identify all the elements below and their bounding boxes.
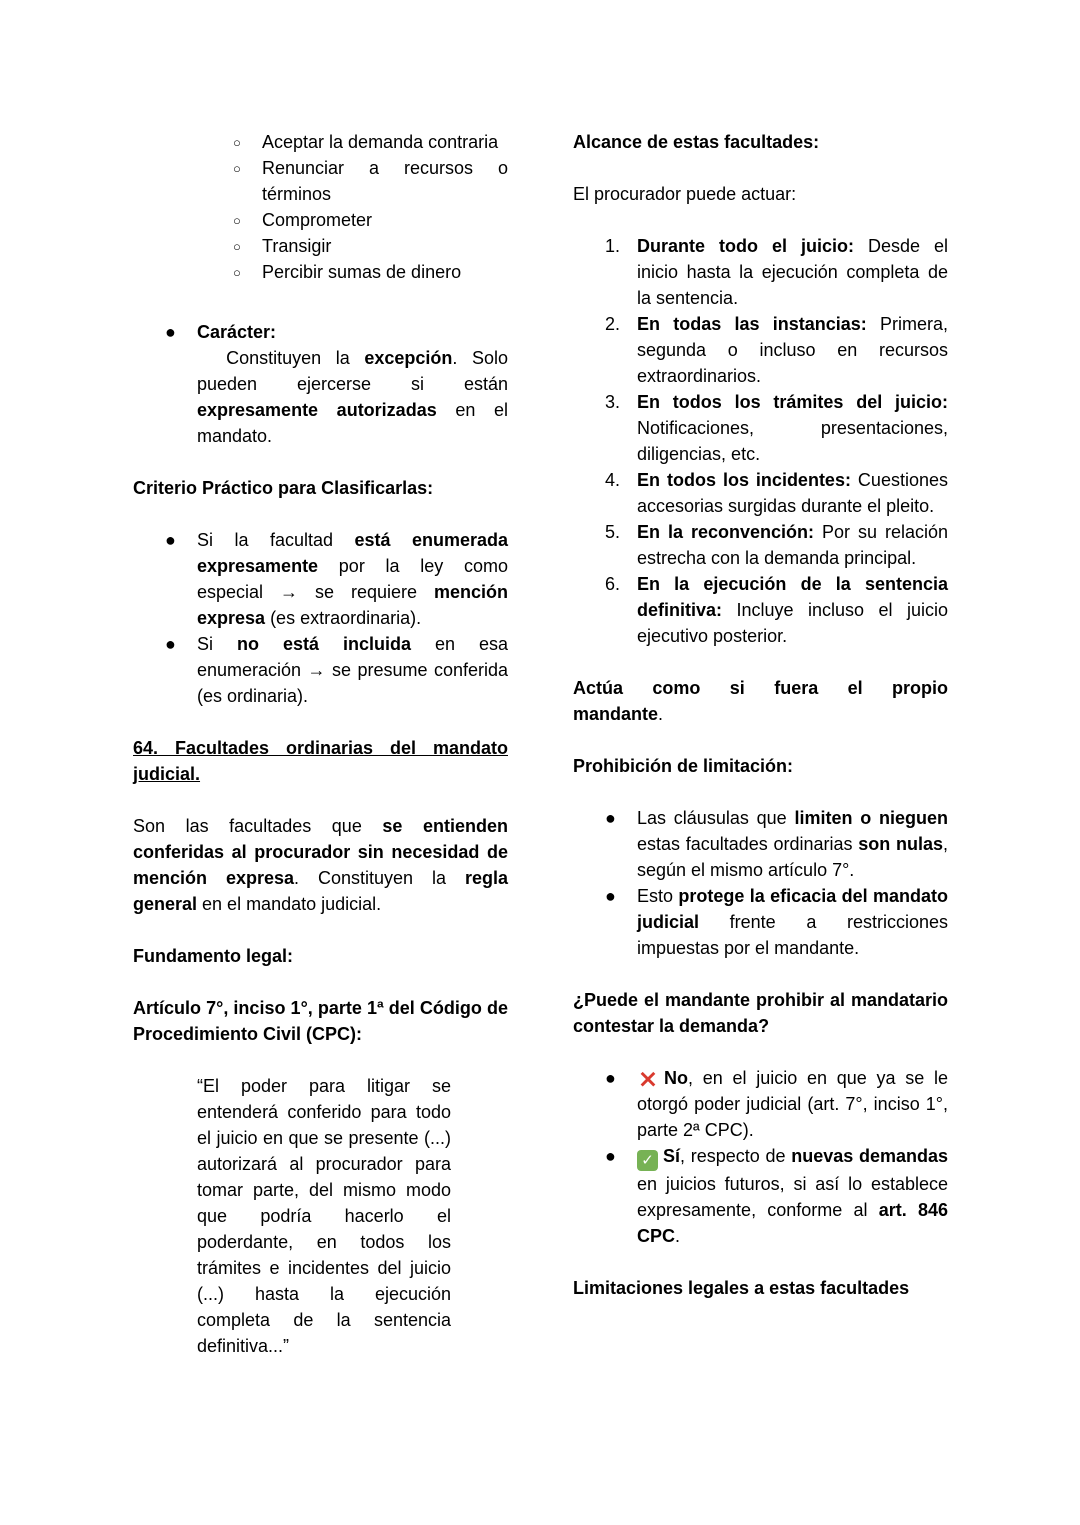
- text-segment: Percibir sumas de dinero: [262, 262, 462, 282]
- text-segment: expresamente autorizadas: [197, 400, 437, 420]
- left-column: [133, 129, 508, 1359]
- prohibicion-bullet-list: [573, 805, 948, 961]
- text-segment: Desde el inicio hasta la ejecución completa de la sentencia.: [637, 236, 948, 308]
- text-segment: Cuestiones accesorias surgidas durante el pleito.: [637, 470, 948, 516]
- text-segment: (es extraordinaria).: [265, 608, 422, 628]
- text-segment: frente a restricciones impuestas por el mandante.: [637, 912, 948, 958]
- text-segment: ¿Puede el mandante prohibir al mandatario contestar la demanda?: [573, 990, 948, 1036]
- list-item: [133, 259, 508, 285]
- heading-criterio-practico: [133, 475, 508, 501]
- text-segment: nuevas demandas: [791, 1146, 948, 1166]
- disc-bullet-icon: ●: [605, 1068, 616, 1088]
- quote-articulo-7: [133, 1073, 508, 1359]
- circle-bullet-icon: ○: [233, 239, 241, 254]
- text-segment: “El poder para litigar se entenderá conferido para todo el juicio en que se presente (...) autorizará al procurador para tomar parte, del mismo modo que podría hacerlo el poderdante, en todos los trámites e incidentes del juicio (...) hasta la ejecución completa de la sentencia definitiva...”: [197, 1076, 451, 1356]
- text-segment: Notificaciones, presentaciones, diligencias, etc.: [637, 418, 948, 464]
- disc-bullet-icon: ●: [605, 886, 616, 906]
- text-segment: mención expresa: [197, 582, 508, 628]
- list-item: [573, 519, 948, 571]
- text-segment: está enumerada expresamente: [197, 530, 508, 576]
- list-item: [573, 311, 948, 389]
- alcance-numbered-list: [573, 233, 948, 649]
- text-segment: Fundamento legal:: [133, 946, 294, 966]
- text-segment: excepción: [364, 348, 453, 368]
- list-item: [573, 1143, 948, 1249]
- disc-bullet-icon: ●: [165, 530, 176, 550]
- list-item: [573, 571, 948, 649]
- text-segment: Artículo 7°, inciso 1°, parte 1ª del Código de Procedimiento Civil (CPC):: [133, 998, 508, 1044]
- text-segment: , según el mismo artículo 7°.: [637, 834, 949, 880]
- text-segment: en el mandato.: [197, 400, 508, 446]
- criterio-bullet-list: [133, 527, 508, 709]
- text-segment: Las cláusulas que: [637, 808, 795, 828]
- list-item: [133, 207, 508, 233]
- disc-bullet-icon: ●: [165, 322, 176, 342]
- item-number: 5.: [605, 522, 621, 542]
- text-segment: en esa enumeración → se presume conferida (es ordinaria).: [197, 634, 509, 706]
- list-item: [133, 527, 508, 631]
- text-segment: Sí: [663, 1146, 681, 1166]
- text-segment: Durante todo el juicio:: [637, 236, 854, 256]
- heading-prohibicion-limitacion: [573, 753, 948, 779]
- disc-bullet-icon: ●: [605, 808, 616, 828]
- text-segment: se entienden conferidas al procurador sin necesidad de mención expresa: [133, 816, 508, 888]
- heading-seccion-64: [133, 735, 508, 787]
- text-segment: mandante: [573, 704, 659, 724]
- text-segment: Aceptar la demanda contraria: [262, 132, 499, 152]
- caracter-bullet: [133, 319, 508, 449]
- circle-bullet-icon: ○: [233, 161, 241, 176]
- text-segment: por la ley como especial → se requiere: [197, 556, 508, 602]
- text-segment: en juicios futuros, si así lo establece expresamente, conforme al: [637, 1174, 948, 1220]
- text-segment: protege la eficacia del mandato judicial: [637, 886, 948, 932]
- circle-bullet-icon: ○: [233, 265, 241, 280]
- text-segment: limiten o nieguen: [794, 808, 948, 828]
- list-item: [573, 467, 948, 519]
- text-segment: En todos los incidentes:: [637, 470, 851, 490]
- text-segment: En la ejecución de la sentencia definitiva:: [637, 574, 948, 620]
- item-number: 4.: [605, 470, 621, 490]
- list-item: [133, 129, 508, 155]
- para-facultades-ordinarias: [133, 813, 508, 917]
- heading-alcance: [573, 129, 948, 155]
- list-item: [133, 631, 508, 709]
- heading-limitaciones-legales: [573, 1275, 948, 1301]
- list-item: [573, 1065, 948, 1143]
- item-number: 2.: [605, 314, 621, 334]
- text-segment: Por su relación estrecha con la demanda principal.: [637, 522, 949, 568]
- list-item: [573, 389, 948, 467]
- text-segment: En la reconvención:: [637, 522, 815, 542]
- text-segment: Incluye incluso el juicio ejecutivo posterior.: [637, 600, 948, 646]
- text-segment: .: [658, 704, 664, 724]
- text-segment: Comprometer: [262, 210, 373, 230]
- text-segment: No: [664, 1068, 688, 1088]
- text-segment: Si la facultad: [197, 530, 355, 550]
- heading-fundamento-legal: [133, 943, 508, 969]
- text-segment: Constituyen la: [197, 348, 365, 368]
- text-segment: Carácter:: [197, 322, 277, 342]
- text-segment: estas facultades ordinarias: [637, 834, 859, 854]
- text-segment: , respecto de: [680, 1146, 792, 1166]
- text-segment: Transigir: [262, 236, 332, 256]
- right-column: [573, 129, 948, 1301]
- text-segment: , en el juicio en que ya se le otorgó poder judicial (art. 7°, inciso 1°, parte 2ª CPC).: [637, 1068, 948, 1140]
- list-item: [573, 805, 948, 883]
- disc-bullet-icon: ●: [165, 634, 176, 654]
- item-number: 3.: [605, 392, 621, 412]
- text-segment: En todos los trámites del juicio:: [637, 392, 948, 412]
- text-segment: Actúa como si fuera el propio: [573, 678, 948, 698]
- disc-bullet-icon: ●: [605, 1146, 616, 1166]
- list-item: [573, 883, 948, 961]
- special-powers-sublist: [133, 129, 508, 285]
- text-segment: 64. Facultades ordinarias del mandato judicial.: [133, 738, 508, 784]
- list-item: [133, 155, 508, 207]
- text-segment: Renunciar a recursos o términos: [262, 158, 508, 204]
- text-segment: en el mandato judicial.: [197, 894, 382, 914]
- text-segment: . Constituyen la: [294, 868, 465, 888]
- text-segment: Primera, segunda o incluso en recursos extraordinarios.: [637, 314, 948, 386]
- para-actua-mandante: [573, 675, 948, 727]
- text-segment: Prohibición de limitación:: [573, 756, 794, 776]
- text-segment: En todas las instancias:: [637, 314, 867, 334]
- list-item: [133, 233, 508, 259]
- text-segment: El procurador puede actuar:: [573, 184, 797, 204]
- heading-pregunta-mandante: [573, 987, 948, 1039]
- item-number: 6.: [605, 574, 621, 594]
- list-item: [573, 233, 948, 311]
- text-segment: art. 846 CPC: [637, 1200, 948, 1246]
- text-segment: regla general: [133, 868, 508, 914]
- circle-bullet-icon: ○: [233, 135, 241, 150]
- text-segment: Alcance de estas facultades:: [573, 132, 820, 152]
- respuesta-bullet-list: [573, 1065, 948, 1249]
- text-segment: Limitaciones legales a estas facultades: [573, 1278, 910, 1298]
- text-segment: .: [675, 1226, 681, 1246]
- text-segment: Son las facultades que: [133, 816, 383, 836]
- para-procurador-actuar: [573, 181, 948, 207]
- cross-mark-icon: ×: [637, 1064, 659, 1093]
- text-segment: no está incluida: [237, 634, 411, 654]
- text-segment: son nulas: [858, 834, 943, 854]
- text-segment: Esto: [637, 886, 679, 906]
- text-segment: . Solo pueden ejercerse si están: [197, 348, 508, 394]
- text-segment: Criterio Práctico para Clasificarlas:: [133, 478, 434, 498]
- heading-articulo-7: [133, 995, 508, 1047]
- list-item: [133, 319, 508, 449]
- item-number: 1.: [605, 236, 621, 256]
- text-segment: Si: [197, 634, 237, 654]
- check-mark-icon: ✓: [637, 1150, 658, 1171]
- circle-bullet-icon: ○: [233, 213, 241, 228]
